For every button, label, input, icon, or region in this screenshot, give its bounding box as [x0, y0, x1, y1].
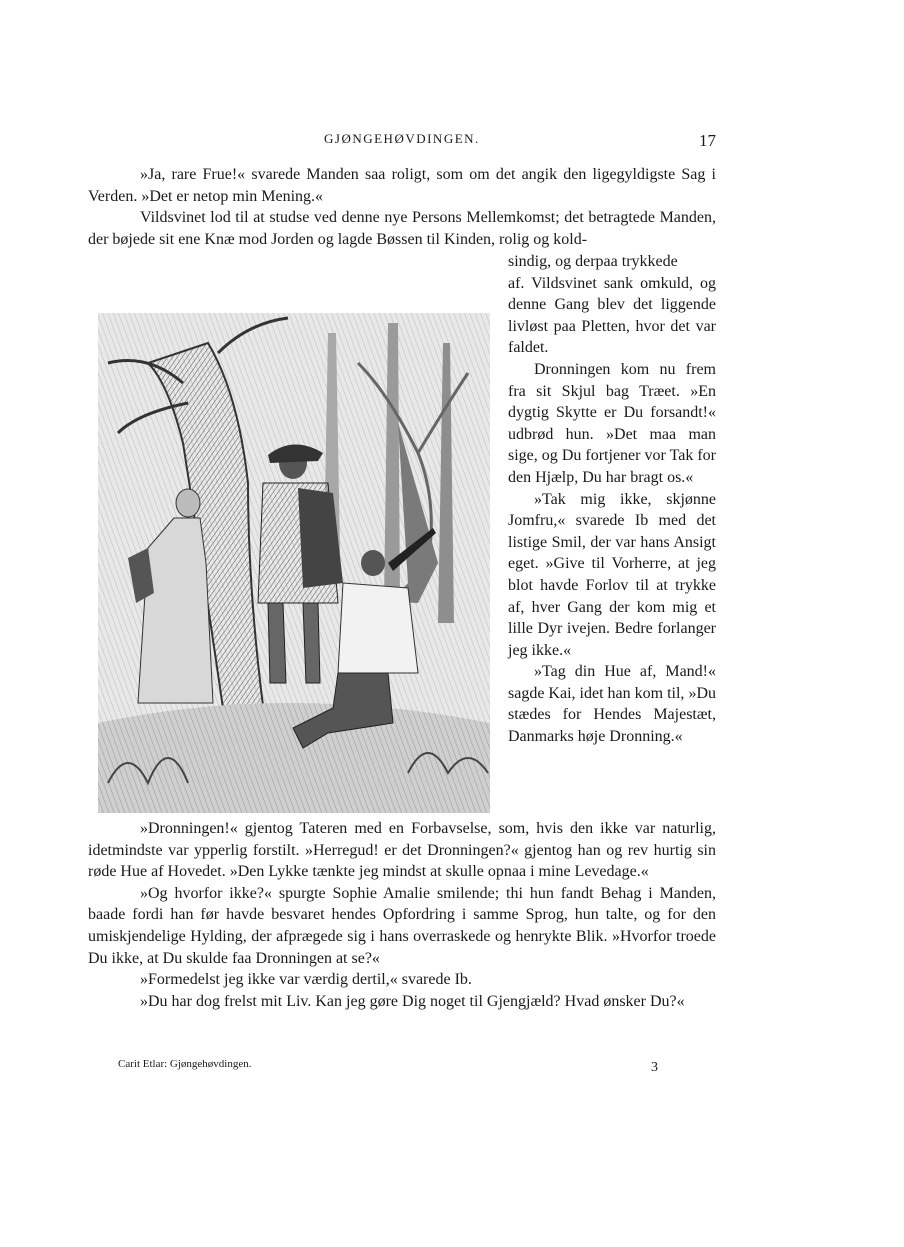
- signature-mark: Carit Etlar: Gjøngehøvdingen.: [118, 1058, 252, 1070]
- top-text-block: [88, 164, 716, 250]
- paragraph: »Tag din Hue af, Mand!« sagde Kai, idet han kom til, »Du stædes for Hendes Majestæt, Danmarks høje Dronning.«: [508, 663, 716, 746]
- paragraph: »Ja, rare Frue!« svarede Manden saa roligt, som om det angik den ligegyldigste Sag i Verden. »Det er netop min Mening.«: [88, 166, 716, 205]
- paragraph: »Dronningen!« gjentog Tateren med en Forbavselse, som, hvis den ikke var naturlig, idetmindste var ypperlig forstilt. »Herregud! er det Dronningen?« gjentog han og rev hurtig sin røde Hue af Hovedet. »Den Lykke tænkte jeg mindst at skulle opnaa i mine Levedage.«: [88, 820, 716, 881]
- paragraph: af. Vildsvinet sank omkuld, og denne Gang blev det liggende livløst paa Pletten, hvor det var faldet.: [508, 274, 716, 357]
- illustration-wrap-block: [88, 251, 716, 843]
- paragraph: »Du har dog frelst mit Liv. Kan jeg gøre Dig noget til Gjengjæld? Hvad ønsker Du?«: [140, 992, 685, 1010]
- paragraph: »Og hvorfor ikke?« spurgte Sophie Amalie smilende; thi hun fandt Behag i Manden, baade fordi han før havde besvaret hendes Opfordring i samme Sprog, hun talte, og for den umiskjendelige Hylding, der afprægede sig i hans overraskede og henrykte Blik. »Hvorfor troede Du ikke, at Du skulde faa Dronningen at se?«: [88, 884, 716, 967]
- forest-hunt-illustration: [88, 303, 496, 823]
- paragraph: Dronningen kom nu frem fra sit Skjul bag Træet. »En dygtig Skytte er Du forsandt!« udbrød hun. »Det maa man sige, og Du fortjener vor Tak for den Hjælp, Du har bragt os.«: [508, 360, 716, 486]
- wrap-first-line: sindig, og derpaa trykkede: [508, 253, 678, 270]
- bottom-text-block: [88, 818, 716, 1012]
- paragraph: »Tak mig ikke, skjønne Jomfru,« svarede Ib med det listige Smil, der var hans Ansigt eget. »Give til Vorherre, at jeg blot havde Forlov til at trykke af, hver Gang der kom mig et lille Dyr ivejen. Bedre forlanger jeg ikke.«: [508, 490, 716, 659]
- engraving-illustration: [88, 303, 496, 843]
- page-number: 17: [699, 131, 716, 150]
- paragraph: »Formedelst jeg ikke var værdig dertil,« svarede Ib.: [140, 971, 472, 989]
- page-header: [88, 131, 716, 153]
- running-title: GJØNGEHØVDINGEN.: [324, 131, 480, 146]
- sheet-number: 3: [651, 1060, 658, 1075]
- page-footer: [118, 1058, 658, 1078]
- paragraph: Vildsvinet lod til at studse ved denne nye Persons Mellemkomst; det betragtede Manden, der bøjede sit ene Knæ mod Jorden og lagde Bøssen til Kinden, rolig og kold-: [88, 209, 716, 248]
